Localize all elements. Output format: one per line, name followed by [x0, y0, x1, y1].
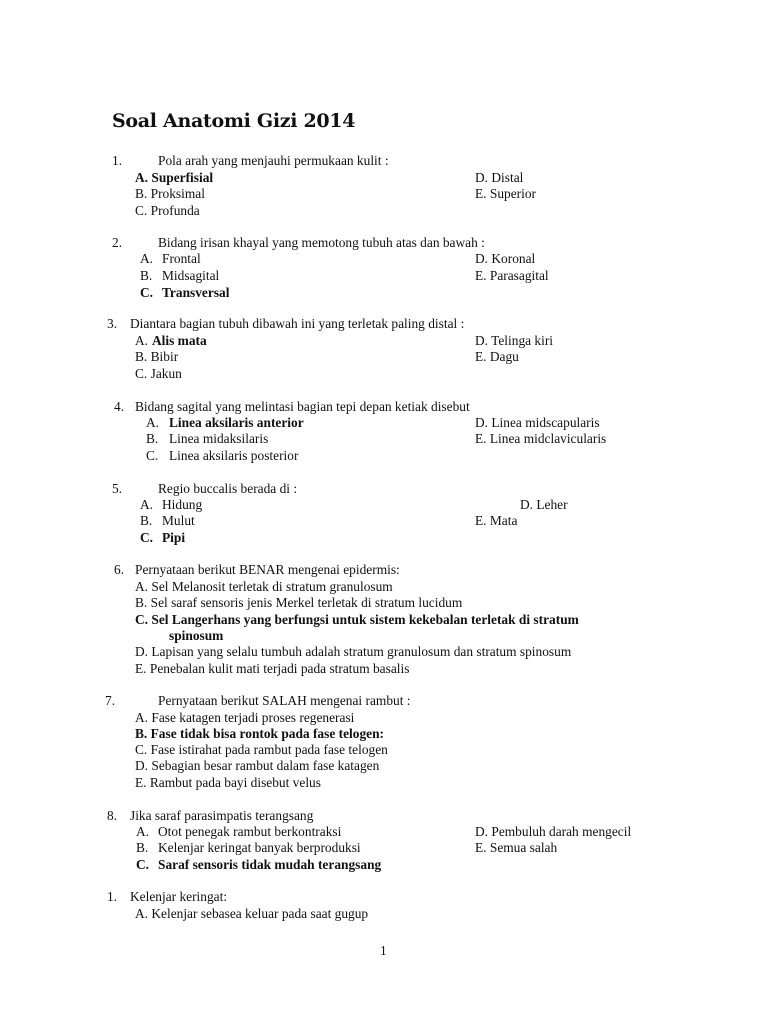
- option-c-answer-continued: spinosum: [169, 628, 224, 643]
- option-c-answer: Saraf sensoris tidak mudah terangsang: [158, 857, 382, 872]
- option-b: B. Bibir: [135, 349, 179, 364]
- option-b: Midsagital: [162, 268, 220, 283]
- option-d: D. Sebagian besar rambut dalam fase katagen: [135, 758, 380, 773]
- option-d: D. Lapisan yang selalu tumbuh adalah stratum granulosum dan stratum spinosum: [135, 644, 572, 659]
- question-text: Bidang irisan khayal yang memotong tubuh atas dan bawah :: [158, 235, 485, 250]
- question-text: Regio buccalis berada di :: [158, 481, 298, 496]
- question-number: 3.: [107, 316, 118, 331]
- option-c: C. Fase istirahat pada rambut pada fase telogen: [135, 742, 388, 757]
- option-a-letter: A.: [146, 415, 160, 430]
- option-a-answer: Linea aksilaris anterior: [169, 415, 304, 430]
- question-number: 1.: [112, 153, 123, 168]
- page-number: 1: [380, 943, 387, 958]
- option-d: D. Telinga kiri: [475, 333, 554, 348]
- option-e: E. Penebalan kulit mati terjadi pada stratum basalis: [135, 661, 410, 676]
- question-number: 5.: [112, 481, 123, 496]
- option-a: Hidung: [162, 497, 203, 512]
- question-text: Pola arah yang menjauhi permukaan kulit :: [158, 153, 389, 168]
- option-b: B. Proksimal: [135, 186, 205, 201]
- option-b-letter: B.: [140, 513, 153, 528]
- question-number: 8.: [107, 808, 118, 823]
- question-number: 6.: [114, 562, 125, 577]
- option-b: B. Sel saraf sensoris jenis Merkel terletak di stratum lucidum: [135, 595, 463, 610]
- option-d: D. Leher: [520, 497, 568, 512]
- option-a-letter: A.: [140, 497, 154, 512]
- question-number: 1.: [107, 889, 118, 904]
- option-c: C. Jakun: [135, 366, 182, 381]
- option-d: D. Distal: [475, 170, 524, 185]
- option-a-letter: A.: [140, 251, 154, 266]
- option-b-letter: B.: [140, 268, 153, 283]
- option-e: E. Mata: [475, 513, 518, 528]
- option-c-letter: C.: [136, 857, 150, 872]
- option-e: E. Rambut pada bayi disebut velus: [135, 775, 321, 790]
- option-c-letter: C.: [146, 448, 159, 463]
- question-number: 7.: [105, 693, 116, 708]
- option-a: A. Kelenjar sebasea keluar pada saat gugup: [135, 906, 369, 921]
- question-text: Bidang sagital yang melintasi bagian tepi depan ketiak disebut: [135, 399, 470, 414]
- option-c-answer: Transversal: [162, 285, 230, 300]
- option-b: Linea midaksilaris: [169, 431, 269, 446]
- question-text: Jika saraf parasimpatis terangsang: [130, 808, 314, 823]
- option-c: Linea aksilaris posterior: [169, 448, 299, 463]
- option-c-letter: C.: [140, 285, 154, 300]
- option-e: E. Linea midclavicularis: [475, 431, 607, 446]
- option-d: D. Linea midscapularis: [475, 415, 600, 430]
- document-title: Soal Anatomi Gizi 2014: [112, 110, 356, 132]
- question-text: Pernyataan berikut SALAH mengenai rambut :: [158, 693, 411, 708]
- question-text: Diantara bagian tubuh dibawah ini yang terletak paling distal :: [130, 316, 465, 331]
- option-a-letter: A.: [136, 824, 150, 839]
- option-b-letter: B.: [136, 840, 149, 855]
- option-b-answer: B. Fase tidak bisa rontok pada fase telogen:: [135, 726, 384, 741]
- option-a-answer: Alis mata: [152, 333, 207, 348]
- option-b: Mulut: [162, 513, 195, 528]
- question-number: 4.: [114, 399, 125, 414]
- option-e: E. Semua salah: [475, 840, 558, 855]
- option-a-letter: A.: [135, 333, 149, 348]
- option-c-answer: C. Sel Langerhans yang berfungsi untuk sistem kekebalan terletak di stratum: [135, 612, 579, 627]
- option-a: A. Fase katagen terjadi proses regenerasi: [135, 710, 355, 725]
- question-number: 2.: [112, 235, 123, 250]
- option-b: Kelenjar keringat banyak berproduksi: [158, 840, 361, 855]
- option-e: E. Parasagital: [475, 268, 549, 283]
- option-a: Otot penegak rambut berkontraksi: [158, 824, 342, 839]
- option-e: E. Dagu: [475, 349, 519, 364]
- option-d: D. Pembuluh darah mengecil: [475, 824, 632, 839]
- option-e: E. Superior: [475, 186, 536, 201]
- question-text: Pernyataan berikut BENAR mengenai epidermis:: [135, 562, 400, 577]
- option-a: Frontal: [162, 251, 201, 266]
- option-c-answer: Pipi: [162, 530, 186, 545]
- question-text: Kelenjar keringat:: [130, 889, 228, 904]
- option-a: A. Sel Melanosit terletak di stratum granulosum: [135, 579, 393, 594]
- option-c-letter: C.: [140, 530, 154, 545]
- option-c: C. Profunda: [135, 203, 200, 218]
- option-b-letter: B.: [146, 431, 159, 446]
- option-d: D. Koronal: [475, 251, 536, 266]
- option-a-answer: A. Superfisial: [135, 170, 214, 185]
